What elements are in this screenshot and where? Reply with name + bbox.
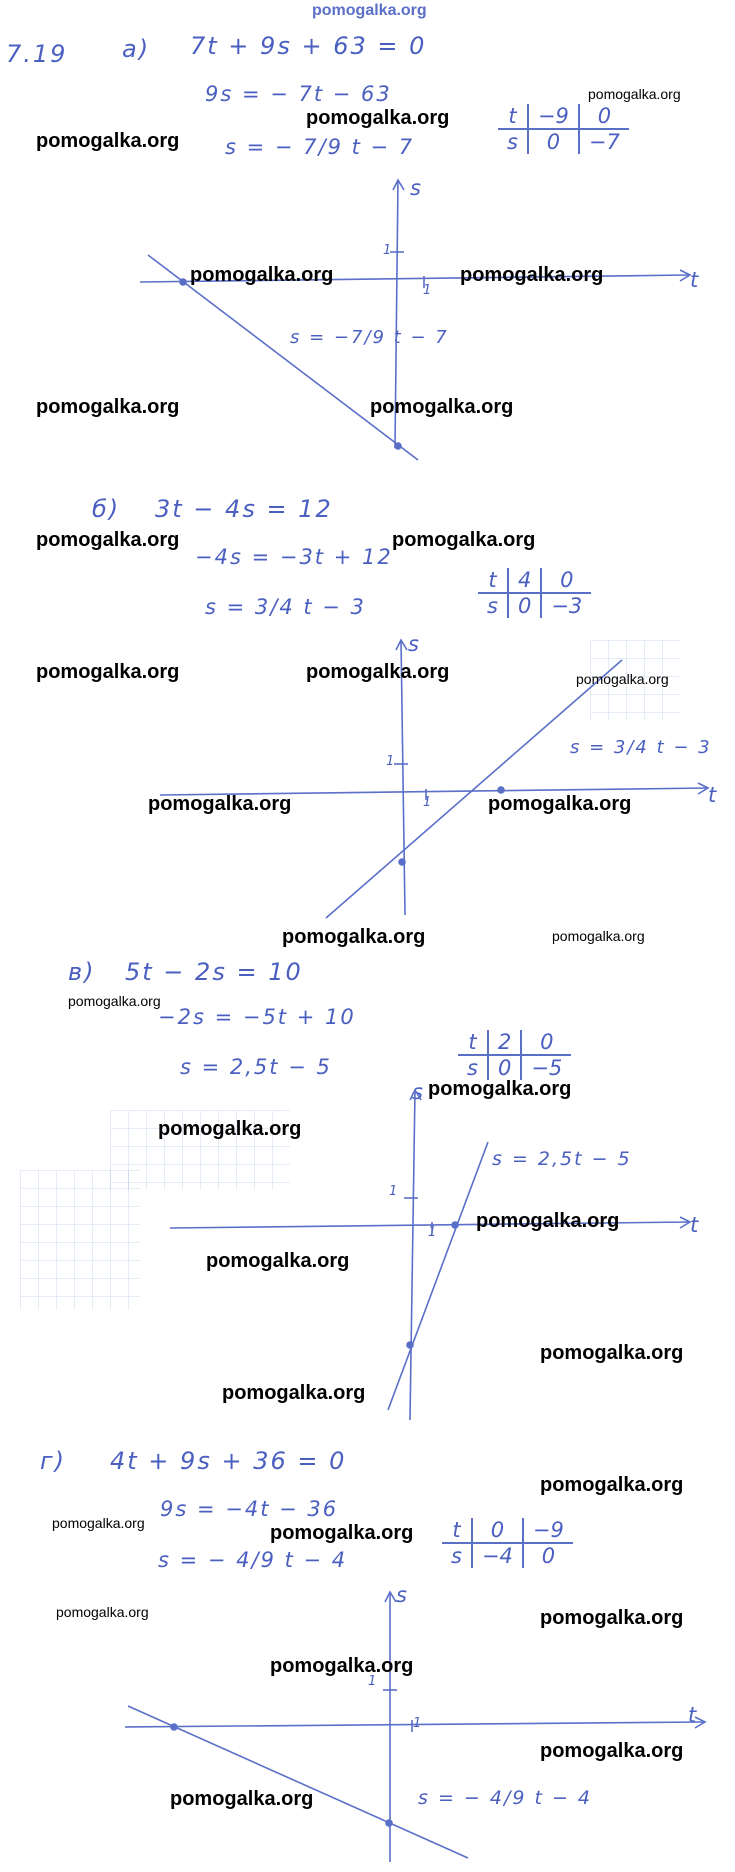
watermark: pomogalka.org	[460, 264, 604, 286]
part-d-graph-label: s = − 4/9 t − 4	[418, 1787, 593, 1809]
part-d-point	[171, 1724, 177, 1730]
watermark: pomogalka.org	[476, 1210, 620, 1232]
part-a-point	[180, 279, 186, 285]
part-c-step1: −2s = −5t + 10	[158, 1005, 356, 1029]
part-a-equation: 7t + 9s + 63 = 0	[190, 32, 427, 60]
part-c-tick-y: 1	[389, 1184, 400, 1199]
part-c-tick-x: 1	[428, 1225, 439, 1240]
part-b-table: t 4 0 s 0 −3	[478, 568, 591, 618]
part-a-graph-label: s = −7/9 t − 7	[290, 327, 449, 348]
part-d-t-axis	[125, 1722, 705, 1727]
part-c-graph-label: s = 2,5t − 5	[492, 1148, 632, 1170]
watermark: pomogalka.org	[36, 396, 180, 418]
watermark: pomogalka.org	[306, 107, 450, 129]
part-a-label: а)	[122, 35, 151, 63]
part-c-axis-s: s	[412, 1080, 425, 1104]
part-b-axis-s: s	[408, 632, 421, 656]
watermark: pomogalka.org	[190, 264, 334, 286]
part-c-step2: s = 2,5t − 5	[180, 1055, 332, 1079]
watermark: pomogalka.org	[540, 1342, 684, 1364]
part-b-point	[399, 859, 405, 865]
part-d-table: t 0 −9 s −4 0	[442, 1518, 573, 1568]
part-d-step2: s = − 4/9 t − 4	[158, 1548, 348, 1572]
part-b-tick-y: 1	[386, 754, 397, 769]
part-d-label: г)	[40, 1447, 66, 1475]
part-a-axis-s: s	[410, 176, 423, 200]
watermark: pomogalka.org	[270, 1655, 414, 1677]
watermark: pomogalka.org	[370, 396, 514, 418]
part-a-step1: 9s = − 7t − 63	[205, 82, 392, 106]
watermark: pomogalka.org	[36, 661, 180, 683]
watermark: pomogalka.org	[52, 1515, 145, 1531]
part-c-point	[452, 1222, 458, 1228]
part-b-graph-label: s = 3/4 t − 3	[570, 737, 712, 758]
watermark: pomogalka.org	[270, 1522, 414, 1544]
watermark-top: pomogalka.org	[312, 2, 427, 19]
part-a-axis-t: t	[690, 268, 701, 292]
watermark: pomogalka.org	[306, 661, 450, 683]
part-b-step1: −4s = −3t + 12	[195, 545, 393, 569]
watermark: pomogalka.org	[148, 793, 292, 815]
part-d-equation: 4t + 9s + 36 = 0	[110, 1447, 347, 1475]
part-c-axis-t: t	[690, 1213, 701, 1237]
watermark: pomogalka.org	[488, 793, 632, 815]
part-b-tick-x: 1	[423, 795, 434, 810]
part-c-point	[407, 1342, 413, 1348]
part-a-table: t −9 0 s 0 −7	[498, 104, 629, 154]
watermark: pomogalka.org	[206, 1250, 350, 1272]
part-d-point	[386, 1820, 392, 1826]
part-a-tick-y: 1	[383, 243, 394, 258]
part-b-label: б)	[92, 495, 121, 523]
watermark: pomogalka.org	[282, 926, 426, 948]
part-b-equation: 3t − 4s = 12	[155, 495, 333, 523]
watermark: pomogalka.org	[540, 1607, 684, 1629]
problem-number: 7.19	[6, 40, 68, 68]
watermark: pomogalka.org	[36, 529, 180, 551]
part-b-axis-t: t	[708, 783, 719, 807]
watermark: pomogalka.org	[576, 671, 669, 687]
watermark: pomogalka.org	[68, 993, 161, 1009]
part-d-graph-line	[128, 1706, 468, 1858]
watermark: pomogalka.org	[552, 928, 645, 944]
part-d-tick-y: 1	[368, 1674, 379, 1689]
part-c-equation: 5t − 2s = 10	[125, 958, 303, 986]
watermark: pomogalka.org	[56, 1604, 149, 1620]
part-a-point	[395, 443, 401, 449]
part-d-tick-x: 1	[413, 1716, 424, 1731]
part-d-axis-s: s	[396, 1583, 409, 1607]
watermark: pomogalka.org	[588, 86, 681, 102]
watermark: pomogalka.org	[392, 529, 536, 551]
part-b-step2: s = 3/4 t − 3	[205, 595, 366, 619]
part-c-s-axis	[410, 1090, 415, 1420]
part-d-step1: 9s = −4t − 36	[160, 1497, 339, 1521]
watermark: pomogalka.org	[158, 1118, 302, 1140]
part-d-axis-t: t	[688, 1703, 699, 1727]
watermark: pomogalka.org	[222, 1382, 366, 1404]
watermark: pomogalka.org	[540, 1474, 684, 1496]
watermark: pomogalka.org	[428, 1078, 572, 1100]
part-c-graph-line	[388, 1142, 488, 1410]
part-a-step2: s = − 7/9 t − 7	[225, 135, 415, 159]
watermark: pomogalka.org	[36, 130, 180, 152]
watermark: pomogalka.org	[170, 1788, 314, 1810]
watermark: pomogalka.org	[540, 1740, 684, 1762]
part-a-tick-x: 1	[423, 283, 434, 298]
part-c-label: в)	[68, 958, 96, 986]
part-c-table: t 2 0 s 0 −5	[458, 1030, 571, 1080]
